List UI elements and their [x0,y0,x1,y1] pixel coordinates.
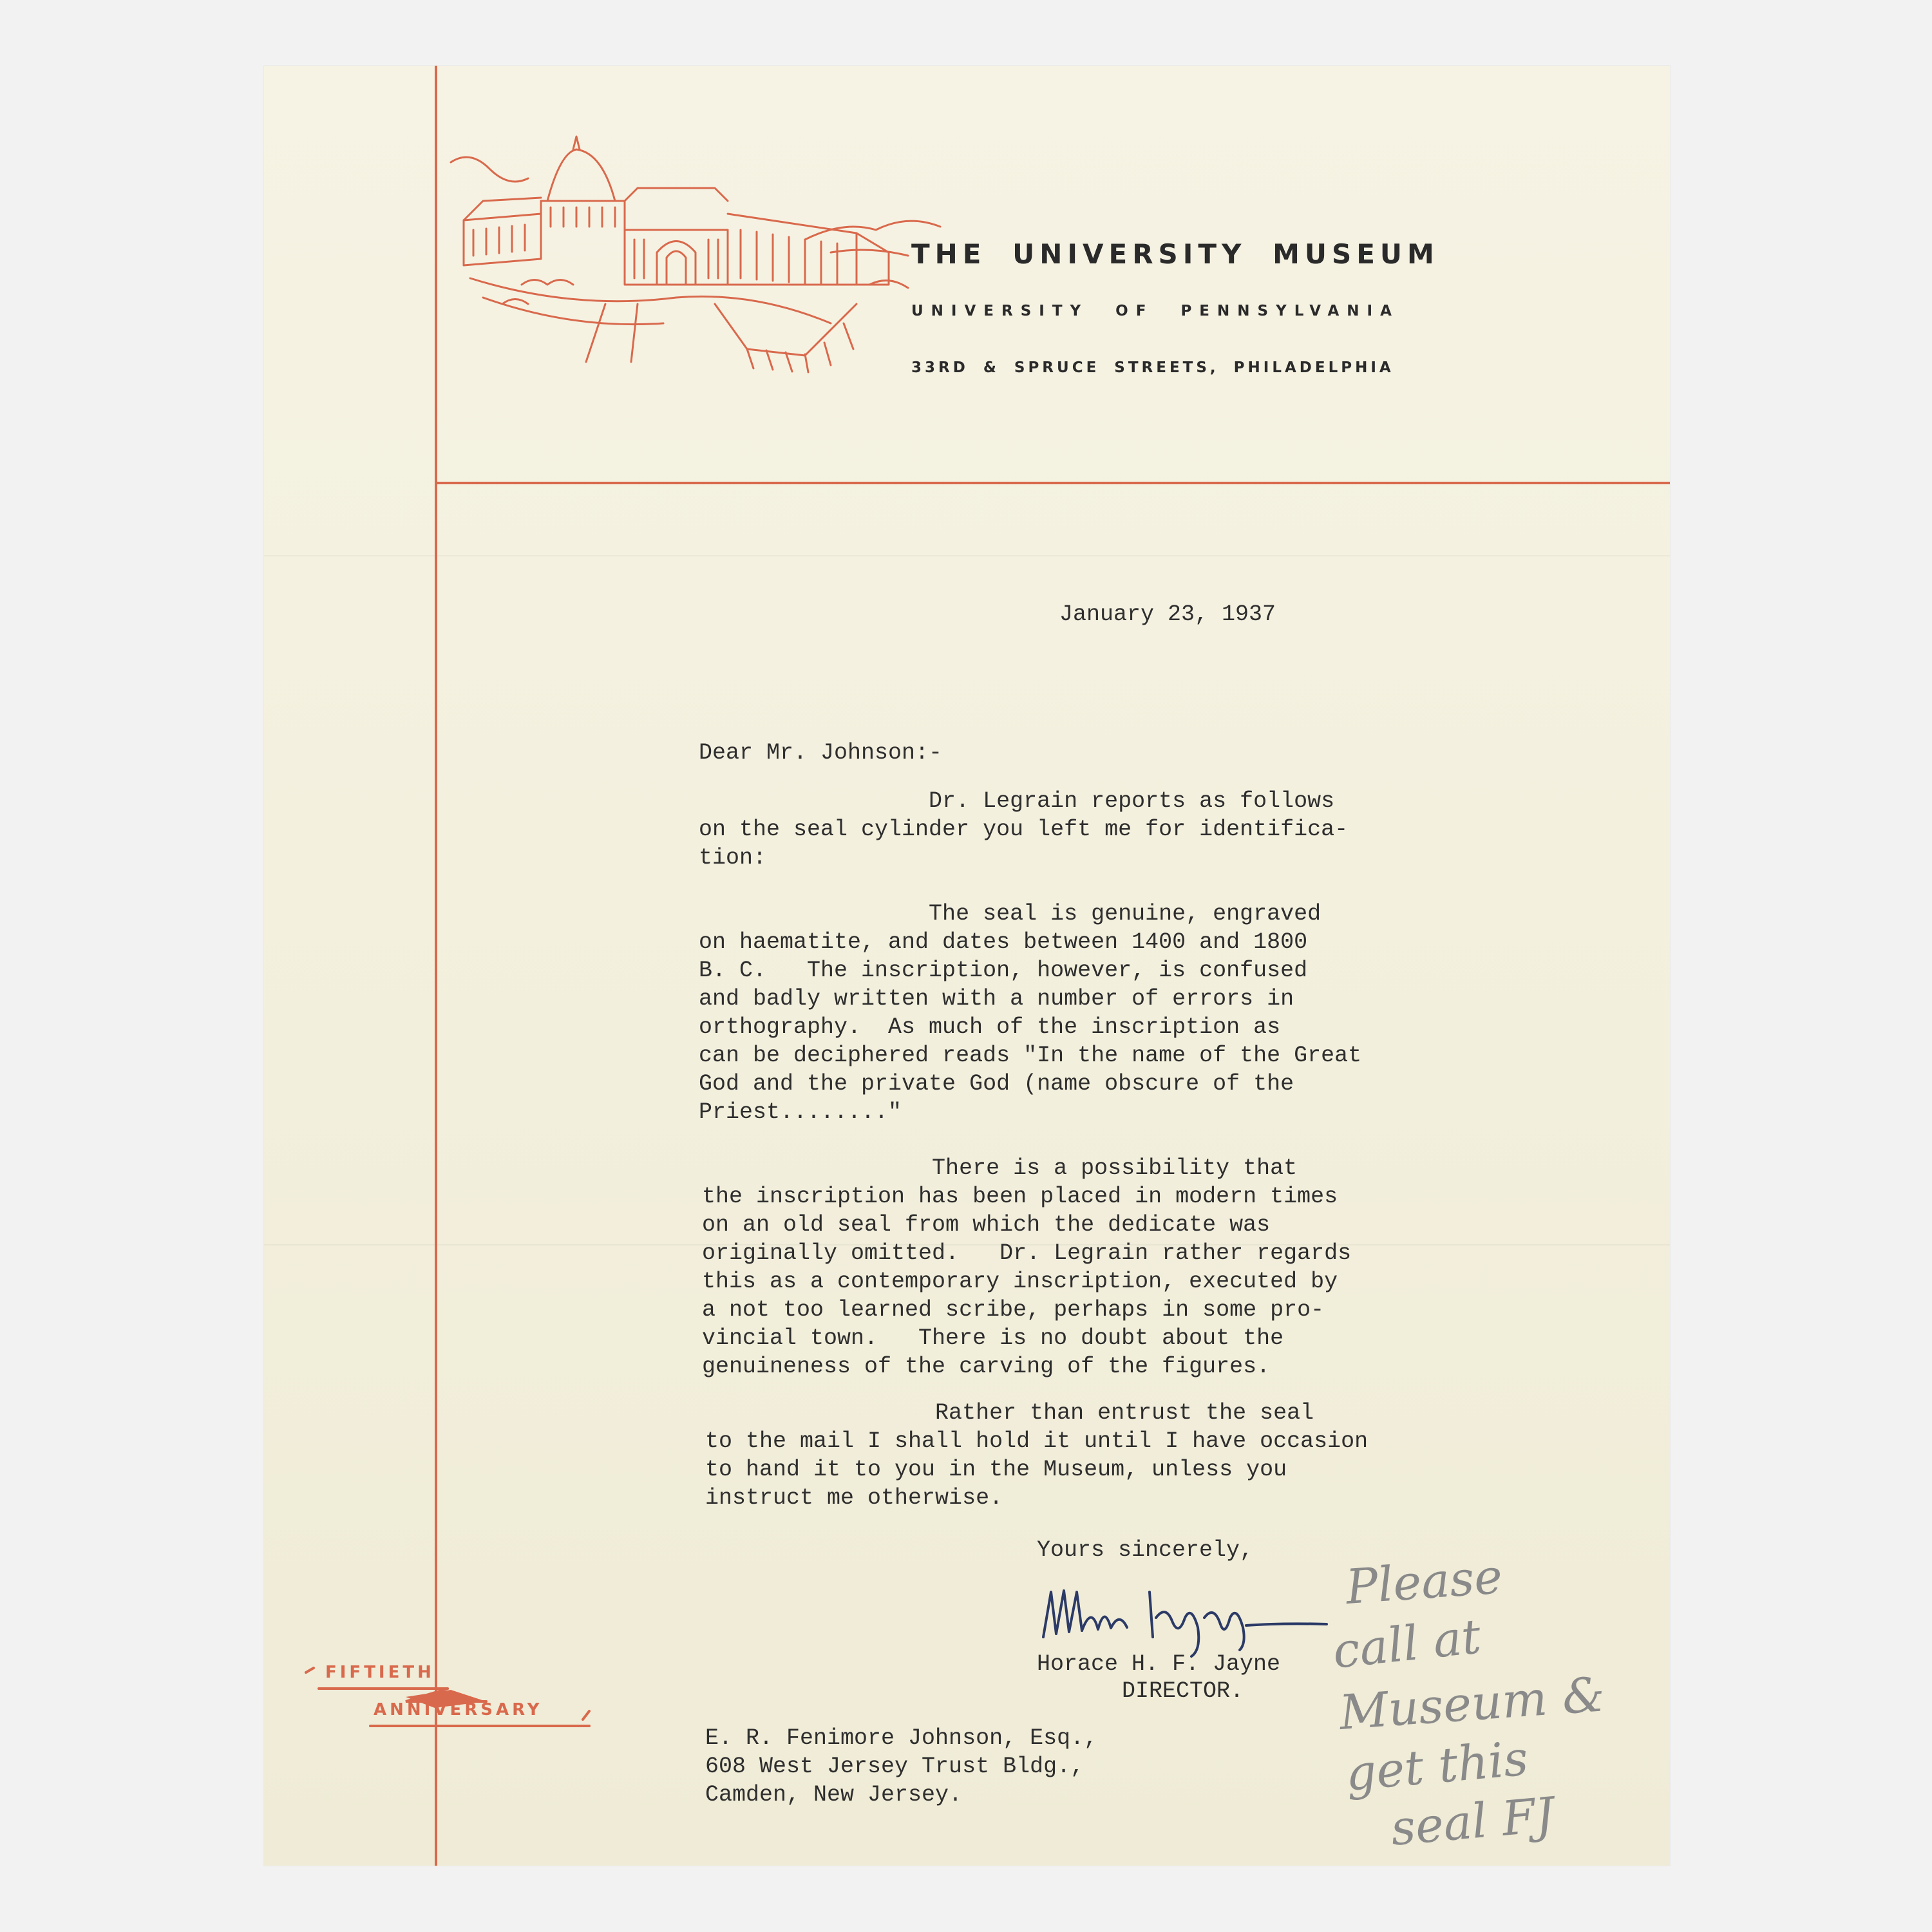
letterhead-title: THE UNIVERSITY MUSEUM [911,238,1439,270]
letterhead-horizontal-rule [435,482,1670,484]
signer-name: Horace H. F. Jayne [1037,1651,1281,1677]
letterhead-address: 33RD & SPRUCE STREETS, PHILADELPHIA [911,359,1394,376]
fold-crease [264,555,1670,556]
letter-paragraph-1: Dr. Legrain reports as follows on the seal cylinder you left me for identifica- tion: [699,788,1349,871]
letter-paragraph-4: Rather than entrust the seal to the mail I shall hold it until I have occasion to hand it to you in the Museum, unless you instruct me otherwise. [705,1400,1368,1511]
letter-paragraph-2: The seal is genuine, engraved on haematite, and dates between 1400 and 1800 B. C. The inscription, however, is confused and badly written with a number of errors in orthography. As much of the inscription as can be deciphered reads "In the name of the Great God and the private God (name obscure of the Priest........" [699,901,1362,1125]
museum-building-sketch [444,91,947,375]
letterhead-vertical-rule [435,66,437,1866]
pencil-note-line-3: Museum & [1338,1667,1607,1741]
recipient-address: E. R. Fenimore Johnson, Esq., 608 West Jersey Trust Bldg., Camden, New Jersey. [705,1725,1098,1808]
signer-title: DIRECTOR. [1122,1678,1244,1704]
letter-sheet [264,66,1670,1866]
pencil-note-line-5: seal FJ [1388,1787,1557,1857]
letterhead-subtitle: UNIVERSITY OF PENNSYLVANIA [911,303,1399,319]
letter-paragraph-3: There is a possibility that the inscription has been placed in modern times on an old seal from which the dedicate was originally omitted. Dr. Legrain rather regards this as a contemporary inscription, executed by a not too learned scribe, perhaps in some pro- vincial town. There is no doubt about the genuineness of the carving of the figures. [702,1155,1352,1379]
letter-salutation: Dear Mr. Johnson:- [699,740,943,766]
handwritten-signature [1037,1566,1346,1663]
pencil-note-line-4: get this [1343,1730,1531,1802]
pencil-handwritten-note [1330,1549,1636,1862]
anniversary-line-2: ANNIVERSARY [374,1700,543,1719]
letter-date: January 23, 1937 [1059,601,1276,627]
pencil-note-line-1: Please [1344,1549,1504,1615]
letter-closing: Yours sincerely, [1037,1537,1254,1563]
fiftieth-anniversary-badge [299,1650,609,1747]
anniversary-line-1: FIFTIETH [325,1663,435,1682]
pencil-note-line-2: call at [1330,1609,1484,1680]
